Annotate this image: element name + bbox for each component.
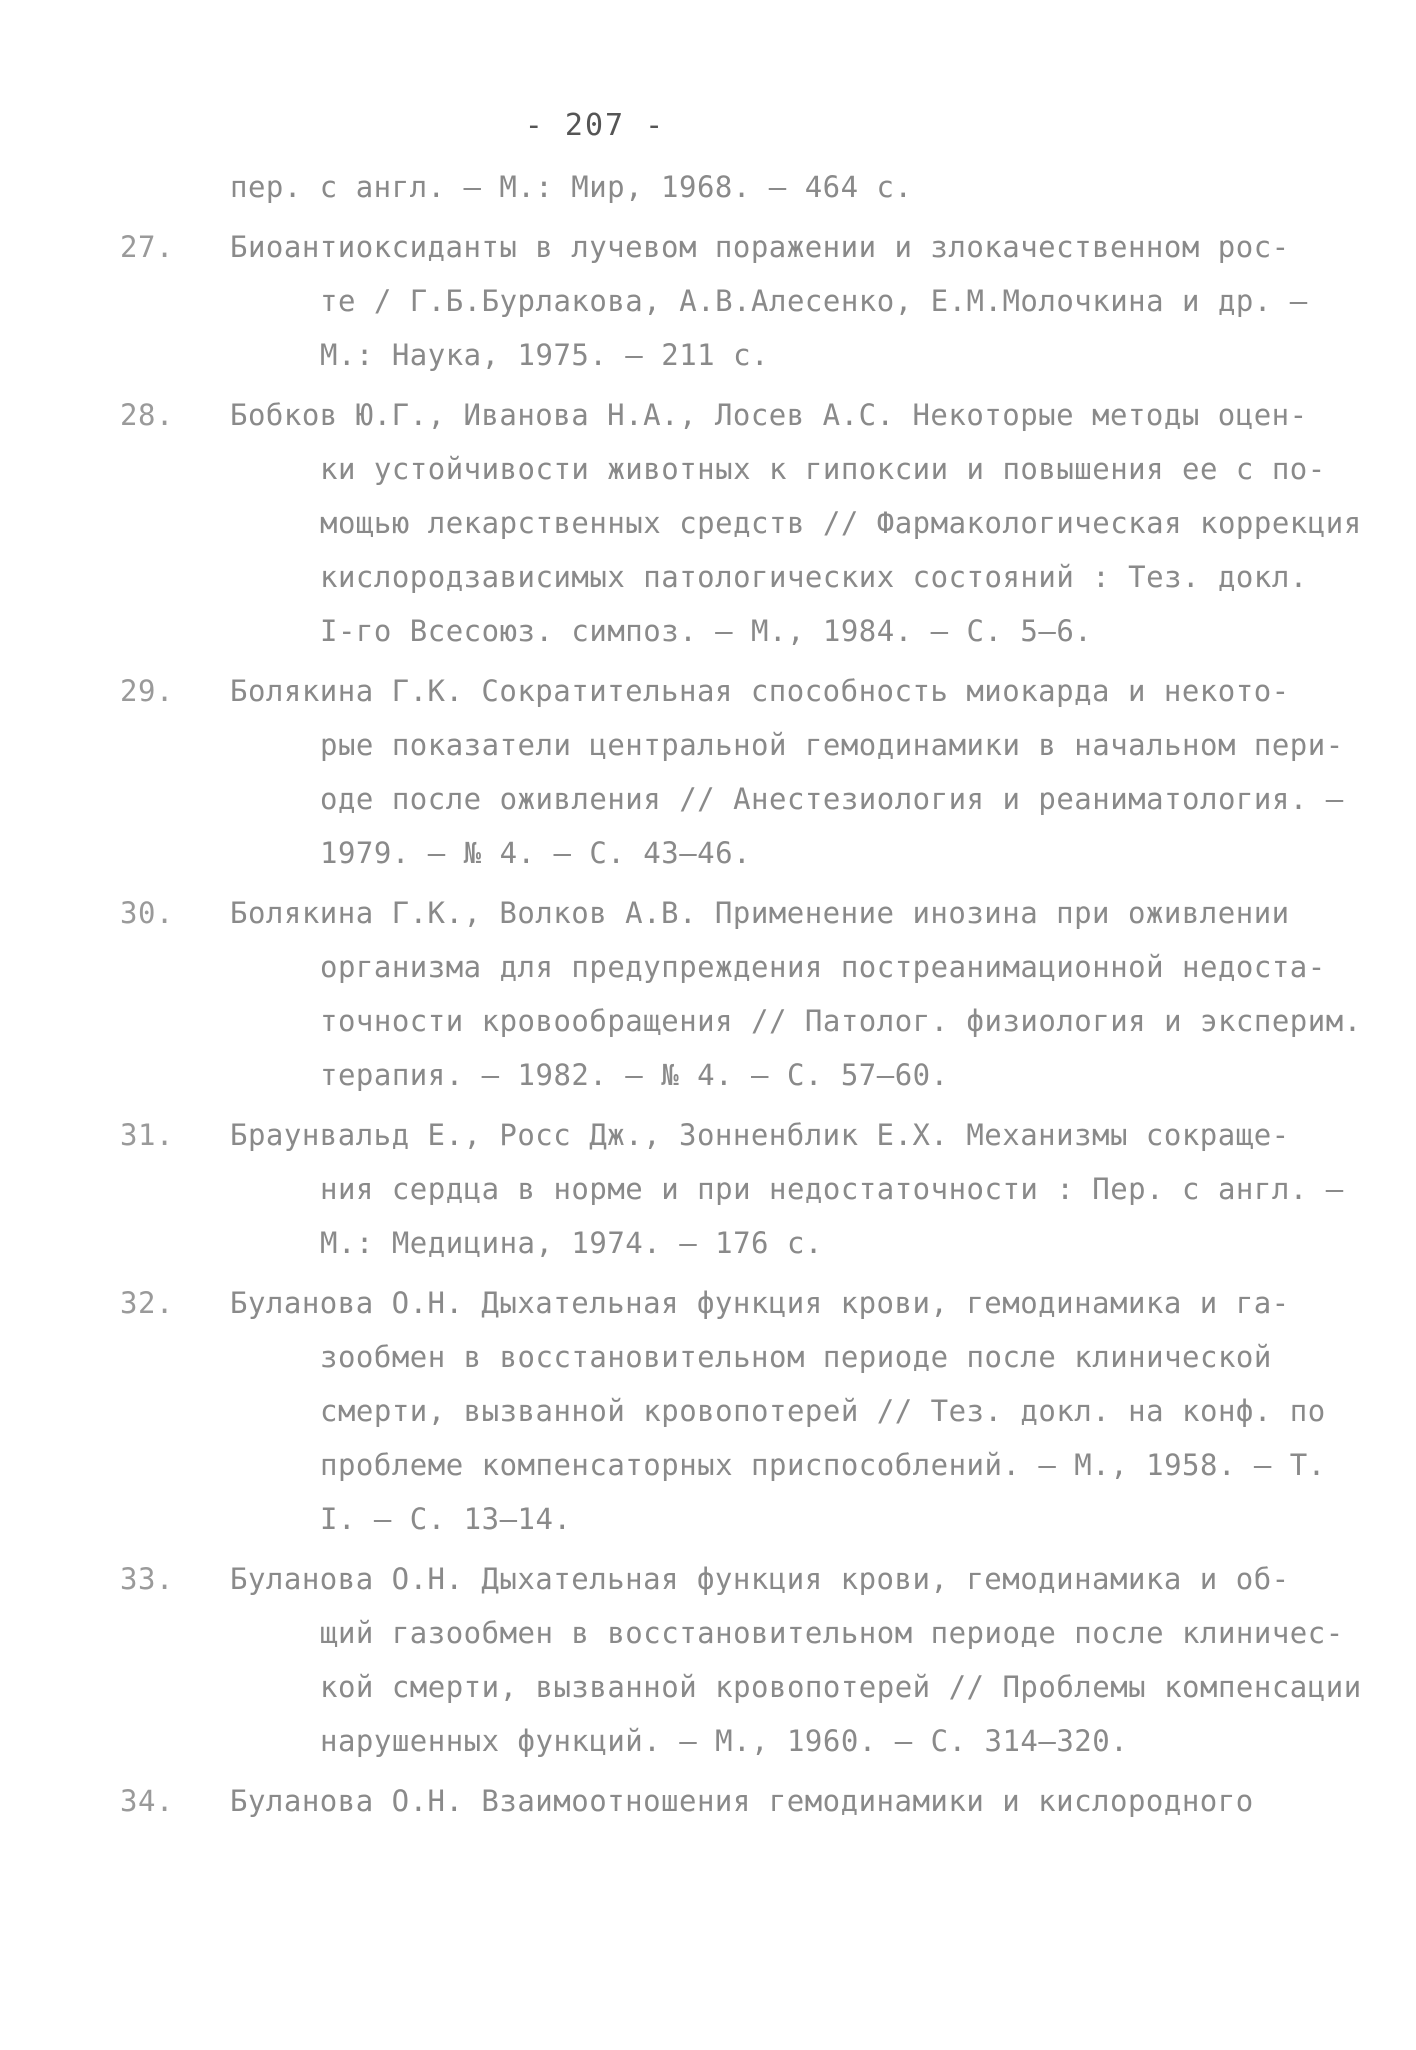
reference-text [120,1276,1326,1546]
reference-line: ки устойчивости животных к гипоксии и повышения ее с по- [320,452,1326,486]
reference-number: 32. [120,1286,174,1320]
reference-number: 30. [120,896,174,930]
reference-line: М.: Медицина, 1974. – 176 с. [320,1226,823,1260]
reference-line: мощью лекарственных средств // Фармакологическая коррекция [320,506,1362,540]
reference-entry [120,1774,1300,1828]
reference-line: I-го Всесоюз. симпоз. – М., 1984. – С. 5–6. [320,614,1093,648]
reference-line: кой смерти, вызванной кровопотерей // Проблемы компенсации [320,1670,1362,1704]
reference-number: 33. [120,1562,174,1596]
reference-text [120,160,1300,214]
reference-entry [120,1552,1362,1768]
reference-text [120,220,1308,382]
reference-line: те / Г.Б.Бурлакова, А.В.Алесенко, Е.М.Молочкина и др. – [320,284,1308,318]
reference-line: рые показатели центральной гемодинамики в начальном пери- [320,728,1344,762]
reference-text [120,1552,1362,1768]
reference-line: кислородзависимых патологических состояний : Тез. докл. [320,560,1308,594]
reference-line: организма для предупреждения постреанимационной недоста- [320,950,1326,984]
reference-line: Буланова О.Н. Взаимоотношения гемодинамики и кислородного [230,1784,1254,1818]
reference-line: Биоантиоксиданты в лучевом поражении и злокачественном рос- [230,230,1290,264]
reference-text [120,1774,1300,1828]
reference-text [120,388,1362,658]
reference-line: проблеме компенсаторных приспособлений. – М., 1958. – Т. [320,1448,1326,1482]
reference-entry [120,664,1344,880]
reference-line: оде после оживления // Анестезиология и реаниматология. – [320,782,1344,816]
reference-line: Болякина Г.К., Волков А.В. Применение инозина при оживлении [230,896,1290,930]
reference-line: точности кровообращения // Патолог. физиология и эксперим. [320,1004,1362,1038]
reference-line: ния сердца в норме и при недостаточности : Пер. с англ. – [320,1172,1344,1206]
reference-line: Бобков Ю.Г., Иванова Н.А., Лосев А.С. Некоторые методы оцен- [230,398,1308,432]
reference-line: Буланова О.Н. Дыхательная функция крови, гемодинамика и га- [230,1286,1290,1320]
reference-line: терапия. – 1982. – № 4. – С. 57–60. [320,1058,949,1092]
reference-text [120,664,1344,880]
reference-line: Болякина Г.К. Сократительная способность миокарда и некото- [230,674,1290,708]
reference-line: щий газообмен в восстановительном периоде после клиничес- [320,1616,1344,1650]
reference-line: 1979. – № 4. – С. 43–46. [320,836,752,870]
reference-line: смерти, вызванной кровопотерей // Тез. докл. на конф. по [320,1394,1326,1428]
reference-line: зообмен в восстановительном периоде после клинической [320,1340,1272,1374]
reference-number: 29. [120,674,174,708]
reference-entry [120,1276,1326,1546]
reference-number: 31. [120,1118,174,1152]
reference-line: нарушенных функций. – М., 1960. – С. 314–320. [320,1724,1129,1758]
reference-line: I. – С. 13–14. [320,1502,572,1536]
reference-number: 28. [120,398,174,432]
reference-entry [120,160,1300,214]
reference-text [120,886,1362,1102]
reference-entry [120,1108,1344,1270]
reference-list [120,160,1362,1834]
reference-line: Браунвальд Е., Росс Дж., Зонненблик Е.Х. Механизмы сокраще- [230,1118,1290,1152]
page-number: - 207 - [524,108,666,143]
reference-entry [120,220,1308,382]
reference-line: Буланова О.Н. Дыхательная функция крови, гемодинамика и об- [230,1562,1290,1596]
reference-text [120,1108,1344,1270]
reference-line: М.: Наука, 1975. – 211 с. [320,338,769,372]
reference-number: 34. [120,1784,174,1818]
reference-entry [120,388,1362,658]
reference-entry [120,886,1362,1102]
reference-line: пер. с англ. – М.: Мир, 1968. – 464 с. [230,170,913,204]
reference-number: 27. [120,230,174,264]
